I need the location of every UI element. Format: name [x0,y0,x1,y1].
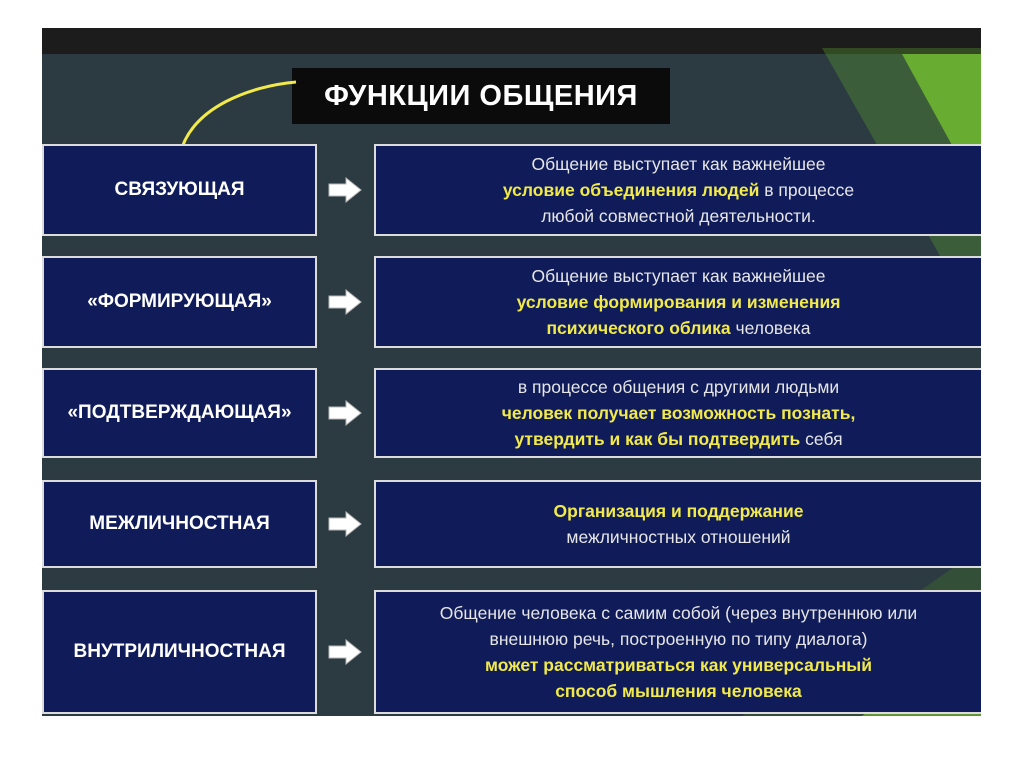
description-line [503,177,854,203]
slide-title: ФУНКЦИИ ОБЩЕНИЯ [292,68,670,124]
arrow-right-icon [328,511,362,537]
function-name: МЕЖЛИЧНОСТНАЯ [89,513,270,534]
description-text: в процессе общения с другими людьми [517,377,840,397]
function-name: «ПОДТВЕРЖДАЮЩАЯ» [67,402,292,423]
description-text: человека [730,318,811,338]
description-line [554,498,804,524]
description-text: Общение человека с самим собой (через внутреннюю или [439,603,918,623]
description-line [532,263,826,289]
highlighted-text: утвердить и как бы подтвердить [514,429,801,449]
description-line [502,400,856,426]
function-description-box [374,256,981,348]
highlighted-text: условие объединения людей [502,180,760,200]
function-name: СВЯЗУЮЩАЯ [114,179,245,200]
function-name-box [42,144,317,236]
arrow-right-icon [328,400,362,426]
description-line [514,426,842,452]
arrow-right-icon [328,177,362,203]
arrow-right-icon [328,289,362,315]
highlighted-text: человек получает возможность познать, [501,403,856,423]
function-name: ВНУТРИЛИЧНОСТНАЯ [73,641,286,662]
function-name: «ФОРМИРУЮЩАЯ» [87,291,272,312]
highlighted-text: Организация и поддержание [553,501,804,521]
description-text: внешнюю речь, построенную по типу диалога) [489,629,868,649]
description-text: любой совместной деятельности. [541,206,816,226]
function-name-box [42,480,317,568]
slide [42,28,981,716]
description-line [566,524,790,550]
description-line [517,289,841,315]
arrow-right-icon [328,639,362,665]
function-name-box [42,590,317,714]
description-line [532,151,826,177]
description-line [440,600,917,626]
description-line [490,626,868,652]
description-line [541,203,816,229]
highlighted-text: может рассматриваться как универсальный [485,655,872,675]
description-text: себя [800,429,843,449]
highlighted-text: психического облика [546,318,731,338]
highlighted-text: условие формирования и изменения [516,292,841,312]
description-text: Общение выступает как важнейшее [531,266,826,286]
description-line [518,374,839,400]
function-description-box [374,368,981,458]
function-name-box [42,368,317,458]
description-line [546,315,810,341]
description-line [485,652,872,678]
description-text: в процессе [759,180,855,200]
highlighted-text: способ мышления человека [555,681,802,701]
function-name-box [42,256,317,348]
description-line [555,678,802,704]
description-text: Общение выступает как важнейшее [531,154,826,174]
function-description-box [374,144,981,236]
description-text: межличностных отношений [566,527,791,547]
function-description-box [374,590,981,714]
function-description-box [374,480,981,568]
